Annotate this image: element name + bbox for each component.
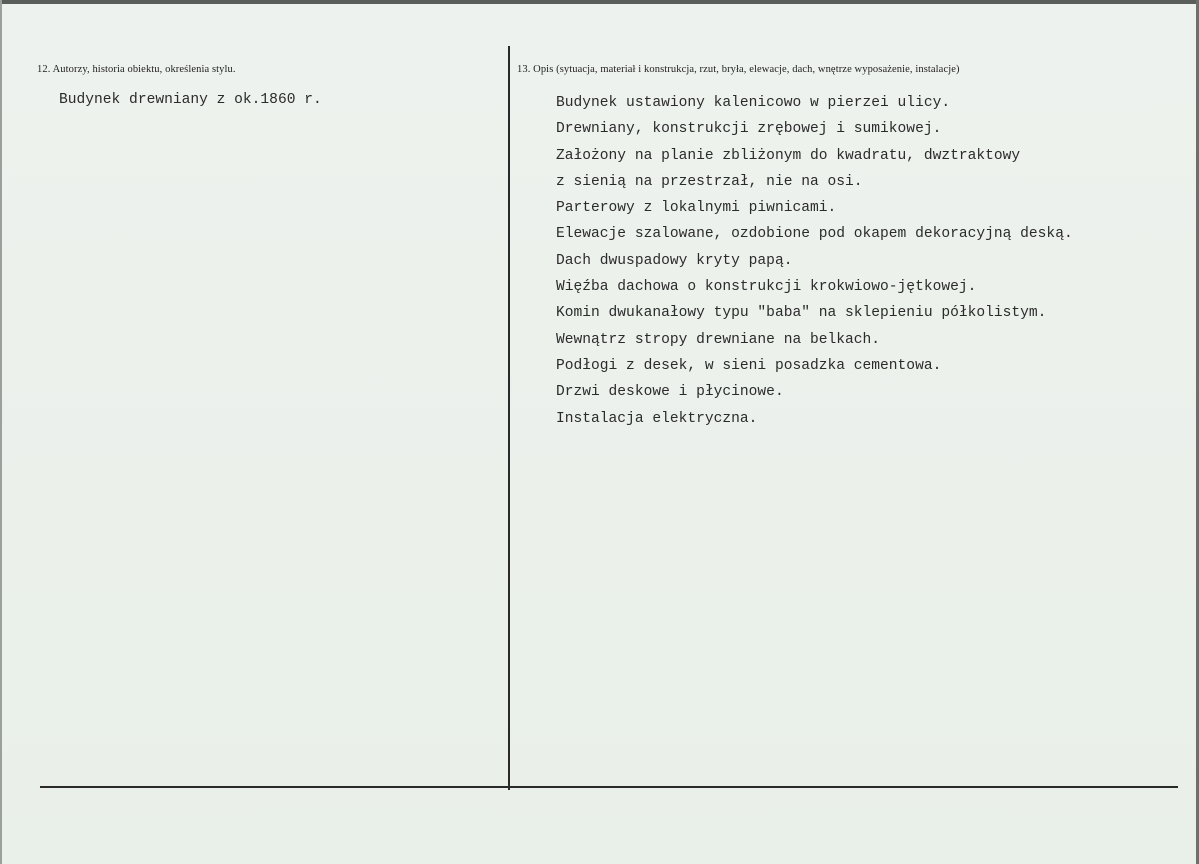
description-line: Budynek ustawiony kalenicowo w pierzei ulicy. — [556, 95, 951, 111]
description-line: Dach dwuspadowy kryty papą. — [556, 252, 793, 269]
description-line: Elewacje szalowane, ozdobione pod okapem dekoracyjną deską. — [556, 226, 1073, 243]
top-edge — [0, 0, 1199, 4]
section-12-header: 12. Autorzy, historia obiektu, określenia stylu. — [37, 64, 236, 75]
description-line: Instalacja elektryczna. — [556, 410, 758, 427]
section-13-header: 13. Opis (sytuacja, materiał i konstrukcja, rzut, bryła, elewacje, dach, wnętrze wyposażenie, instalacje) — [517, 64, 960, 75]
description-line: Wewnątrz stropy drewniane na belkach. — [556, 331, 881, 348]
column-divider — [508, 46, 510, 790]
section-13-description — [556, 94, 1073, 436]
description-line: Podłogi z desek, w sieni posadzka cementowa. — [556, 357, 942, 374]
left-edge — [0, 0, 2, 864]
section-12-text: Budynek drewniany z ok.1860 r. — [59, 92, 322, 108]
description-line: Więźba dachowa o konstrukcji krokwiowo-jętkowej. — [556, 279, 977, 296]
description-line: Założony na planie zbliżonym do kwadratu, dwztraktowy — [556, 147, 1021, 164]
description-line: Komin dwukanałowy typu "baba" na sklepieniu półkolistym. — [556, 305, 1047, 322]
description-line: Drewniany, konstrukcji zrębowej i sumikowej. — [556, 121, 942, 138]
description-line: Drzwi deskowe i płycinowe. — [556, 384, 784, 401]
bottom-rule — [40, 786, 1178, 788]
description-line: z sienią na przestrzał, nie na osi. — [556, 173, 863, 190]
description-line: Parterowy z lokalnymi piwnicami. — [556, 200, 837, 217]
